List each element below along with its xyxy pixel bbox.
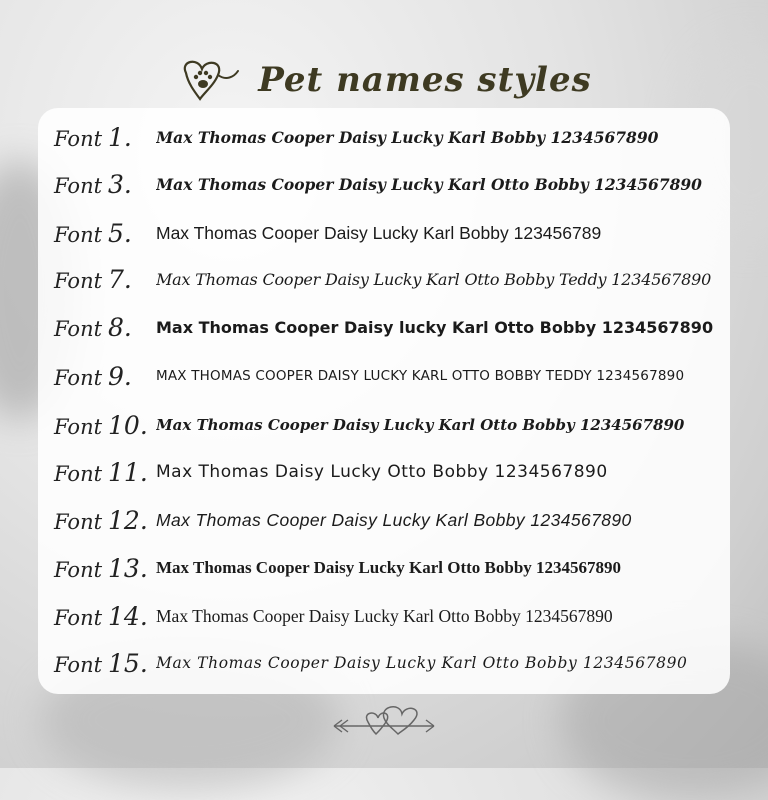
font-number: 8. — [108, 312, 132, 342]
font-row — [54, 405, 734, 445]
font-number: 10. — [108, 410, 148, 440]
font-word: Font — [54, 557, 103, 582]
font-number: 5. — [108, 218, 132, 248]
font-word: Font — [54, 605, 103, 630]
heart-paw-icon — [176, 55, 240, 105]
font-row — [54, 164, 734, 204]
font-sample-text: Max Thomas Daisy Lucky Otto Bobby 1234567890 — [156, 462, 608, 482]
font-word: Font — [54, 316, 103, 341]
font-number: 11. — [108, 457, 148, 487]
font-number: 14. — [108, 601, 148, 631]
font-word: Font — [54, 173, 103, 198]
font-sample-text: Max Thomas Cooper Daisy Lucky Karl Bobby 1234567890 — [156, 127, 659, 147]
font-label — [54, 265, 156, 294]
font-label — [54, 602, 156, 631]
font-word: Font — [54, 414, 103, 439]
font-label — [54, 170, 156, 199]
font-label — [54, 219, 156, 248]
font-label — [54, 362, 156, 391]
font-row — [54, 500, 734, 540]
font-row — [54, 117, 734, 157]
font-row — [54, 596, 734, 636]
font-label — [54, 554, 156, 583]
font-word: Font — [54, 652, 103, 677]
font-sample-text: Max Thomas Cooper Daisy Lucky Karl Otto Bobby 1234567890 — [156, 416, 685, 434]
font-word: Font — [54, 222, 103, 247]
font-number: 9. — [108, 361, 132, 391]
arrow-hearts-icon — [330, 700, 438, 740]
font-row — [54, 452, 734, 492]
font-sample-text: Max Thomas Cooper Daisy Lucky Karl Otto Bobby 1234567890 — [156, 558, 622, 577]
page-title: Pet names styles — [258, 60, 592, 100]
font-sample-text: Max Thomas Cooper Daisy Lucky Karl Bobby 1234567890 — [156, 509, 632, 530]
font-label — [54, 506, 156, 535]
font-number: 7. — [108, 264, 132, 294]
font-word: Font — [54, 268, 103, 293]
font-label — [54, 123, 156, 152]
font-sample-text: Max Thomas Cooper Daisy Lucky Karl Otto Bobby 1234567890 — [156, 605, 613, 626]
font-number: 15. — [108, 648, 148, 678]
font-word: Font — [54, 461, 103, 486]
font-number: 13. — [108, 553, 148, 583]
font-row — [54, 307, 734, 347]
font-sample-text: Max Thomas Cooper Daisy Lucky Karl Bobby 123456789 — [156, 222, 602, 243]
font-number: 12. — [108, 505, 148, 535]
font-label — [54, 313, 156, 342]
font-row — [54, 548, 734, 588]
font-word: Font — [54, 365, 103, 390]
font-number: 1. — [108, 122, 132, 152]
font-row — [54, 259, 734, 299]
font-label — [54, 411, 156, 440]
font-sample-text: Max Thomas Cooper Daisy Lucky Karl Otto Bobby Teddy 1234567890 — [156, 269, 712, 289]
font-row — [54, 643, 734, 683]
font-sample-text: Max Thomas Cooper Daisy Lucky Karl Otto Bobby 1234567890 — [156, 654, 688, 672]
font-row — [54, 356, 734, 396]
font-label — [54, 649, 156, 678]
font-label — [54, 458, 156, 487]
font-word: Font — [54, 509, 103, 534]
font-word: Font — [54, 126, 103, 151]
font-sample-text: Max Thomas Cooper Daisy lucky Karl Otto Bobby 1234567890 — [156, 317, 714, 337]
font-row — [54, 213, 734, 253]
font-sample-text: MAX THOMAS COOPER DAISY LUCKY KARL OTTO BOBBY TEDDY 1234567890 — [156, 368, 685, 384]
font-sample-text: Max Thomas Cooper Daisy Lucky Karl Otto Bobby 1234567890 — [156, 174, 702, 194]
font-number: 3. — [108, 169, 132, 199]
